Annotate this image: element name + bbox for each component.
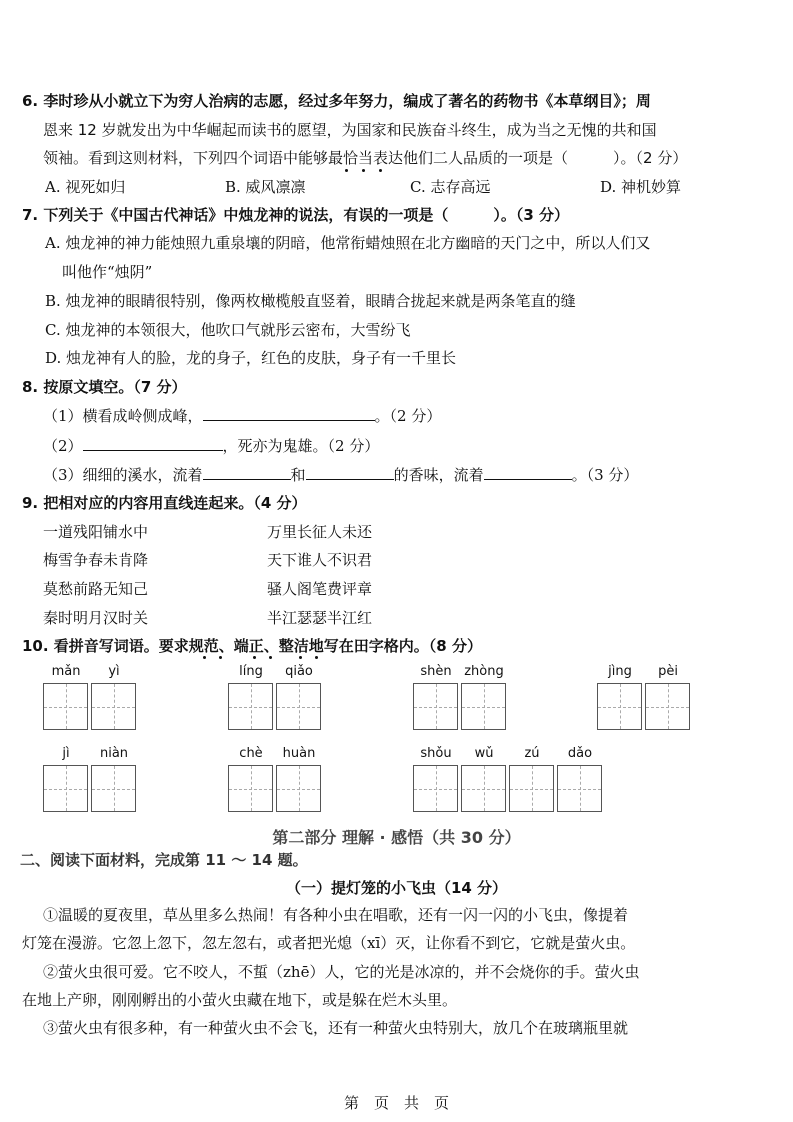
tianzige-box[interactable] xyxy=(413,683,458,730)
tianzige-box[interactable] xyxy=(509,765,554,812)
q8-item3-mid: 的香味，流着 xyxy=(393,466,484,484)
answer-blank[interactable] xyxy=(83,436,223,451)
tianzige-box[interactable] xyxy=(557,765,602,812)
tianzige-box[interactable] xyxy=(645,683,690,730)
emphasis-dot xyxy=(362,169,365,172)
q9-left-item[interactable]: 秦时明月汉时关 xyxy=(43,609,149,627)
pinyin-label: shǒu xyxy=(420,746,452,761)
tianzige-box[interactable] xyxy=(461,683,506,730)
q6-option-b: B. 威风凛凛 xyxy=(225,178,306,196)
q9-right-item[interactable]: 万里长征人未还 xyxy=(267,523,373,541)
q8-item3-and: 和 xyxy=(290,466,306,484)
part-two-title: 第二部分 理解 · 感悟（共 30 分） xyxy=(272,828,521,847)
tianzige-box[interactable] xyxy=(276,683,321,730)
q7-option-a-cont: 叫他作“烛阴” xyxy=(62,263,153,281)
q6-option-c: C. 志存高远 xyxy=(410,178,491,196)
q9-left-item[interactable]: 梅雪争春未肯降 xyxy=(43,551,149,569)
q8-item3-score: 。（3 分） xyxy=(571,466,639,484)
q7-stem: 7. 下列关于《中国古代神话》中烛龙神的说法，有误的一项是（ ）。（3 分） xyxy=(22,206,570,224)
q9-left-item[interactable]: 一道残阳铺水中 xyxy=(43,523,149,541)
paragraph-line: ③萤火虫有很多种，有一种萤火虫不会飞，还有一种萤火虫特别大，放几个在玻璃瓶里就 xyxy=(43,1019,629,1037)
paragraph-line: 灯笼在漫游。它忽上忽下，忽左忽右，或者把光熄（xī）灭，让你看不到它，它就是萤火虫。 xyxy=(22,934,636,952)
pinyin-label: jìng xyxy=(608,664,632,679)
tianzige-box[interactable] xyxy=(43,765,88,812)
q7-option-c: C. 烛龙神的本领很大，他吹口气就彤云密布，大雪纷飞 xyxy=(45,321,411,339)
q8-stem: 8. 按原文填空。（7 分） xyxy=(22,378,187,396)
emphasis-dot xyxy=(219,656,222,659)
q10-stem: 10. 看拼音写词语。要求规范、端正、整洁地写在田字格内。（8 分） xyxy=(22,637,482,655)
q9-right-item[interactable]: 天下谁人不识君 xyxy=(267,551,373,569)
emphasis-dot xyxy=(269,656,272,659)
page-footer: 第 页 共 页 xyxy=(343,1094,449,1112)
tianzige-box[interactable] xyxy=(91,683,136,730)
q8-item1-score: 。（2 分） xyxy=(374,407,442,425)
pinyin-label: pèi xyxy=(658,664,678,679)
q8-item2-text: （2） xyxy=(43,437,83,455)
tianzige-box[interactable] xyxy=(597,683,642,730)
pinyin-label: líng xyxy=(239,664,263,679)
pinyin-label: jì xyxy=(62,746,70,761)
tianzige-box[interactable] xyxy=(228,683,273,730)
q6-line-3: 领袖。看到这则材料，下列四个词语中能够最恰当表达他们二人品质的一项是（ ）。（2 分） xyxy=(43,149,688,167)
q6-line-2: 恩来 12 岁就发出为中华崛起而读书的愿望，为国家和民族奋斗终生，成为当之无愧的共和国 xyxy=(43,121,657,139)
q8-item3-text: （3）细细的溪水，流着 xyxy=(43,466,203,484)
tianzige-box[interactable] xyxy=(276,765,321,812)
pinyin-label: yì xyxy=(108,664,120,679)
answer-blank[interactable] xyxy=(306,465,394,480)
paragraph-line: ②萤火虫很可爱。它不咬人，不蜇（zhē）人，它的光是冰凉的，并不会烧你的手。萤火虫 xyxy=(43,963,640,981)
tianzige-box[interactable] xyxy=(228,765,273,812)
emphasis-dot xyxy=(379,169,382,172)
answer-blank[interactable] xyxy=(203,406,375,421)
pinyin-label: qiǎo xyxy=(285,664,313,679)
q6-option-d: D. 神机妙算 xyxy=(600,178,682,196)
pinyin-label: chè xyxy=(239,746,263,761)
q9-stem: 9. 把相对应的内容用直线连起来。（4 分） xyxy=(22,494,307,512)
q6-option-a: A. 视死如归 xyxy=(45,178,126,196)
paragraph-line: ①温暖的夏夜里，草丛里多么热闹！有各种小虫在唱歌，还有一闪一闪的小飞虫，像提着 xyxy=(43,906,629,924)
section-heading: 二、阅读下面材料，完成第 11 ～ 14 题。 xyxy=(20,851,308,869)
q9-right-item[interactable]: 半江瑟瑟半江红 xyxy=(267,609,373,627)
pinyin-label: huàn xyxy=(282,746,316,761)
q8-item2-score: ，死亦为鬼雄。（2 分） xyxy=(222,437,380,455)
q8-item1-text: （1）横看成岭侧成峰， xyxy=(43,407,203,425)
tianzige-box[interactable] xyxy=(461,765,506,812)
emphasis-dot xyxy=(299,656,302,659)
q7-option-b: B. 烛龙神的眼睛很特别，像两枚橄榄般直竖着，眼睛合拢起来就是两条笔直的缝 xyxy=(45,292,576,310)
answer-blank[interactable] xyxy=(203,465,291,480)
pinyin-label: niàn xyxy=(99,746,129,761)
pinyin-label: mǎn xyxy=(51,664,81,679)
pinyin-label: wǔ xyxy=(474,746,494,761)
passage-title: （一）提灯笼的小飞虫（14 分） xyxy=(285,879,508,897)
paragraph-line: 在地上产卵，刚刚孵出的小萤火虫藏在地下，或是躲在烂木头里。 xyxy=(22,991,458,1009)
q6-line-1: 6. 李时珍从小就立下为穷人治病的志愿，经过多年努力，编成了著名的药物书《本草纲目》；周 xyxy=(22,92,651,110)
answer-blank[interactable] xyxy=(484,465,572,480)
q9-left-item[interactable]: 莫愁前路无知己 xyxy=(43,580,149,598)
emphasis-dot xyxy=(253,656,256,659)
q7-option-d: D. 烛龙神有人的脸，龙的身子，红色的皮肤，身子有一千里长 xyxy=(45,349,457,367)
q9-right-item[interactable]: 骚人阁笔费评章 xyxy=(267,580,373,598)
q7-option-a: A. 烛龙神的神力能烛照九重泉壤的阴暗，他常衔蜡烛照在北方幽暗的天门之中，所以人们又 xyxy=(45,234,651,252)
emphasis-dot xyxy=(315,656,318,659)
pinyin-label: zhòng xyxy=(464,664,504,679)
tianzige-box[interactable] xyxy=(413,765,458,812)
tianzige-box[interactable] xyxy=(91,765,136,812)
pinyin-label: shèn xyxy=(420,664,452,679)
emphasis-dot xyxy=(203,656,206,659)
tianzige-box[interactable] xyxy=(43,683,88,730)
pinyin-label: dǎo xyxy=(567,746,593,761)
emphasis-dot xyxy=(345,169,348,172)
pinyin-label: zú xyxy=(524,746,540,761)
